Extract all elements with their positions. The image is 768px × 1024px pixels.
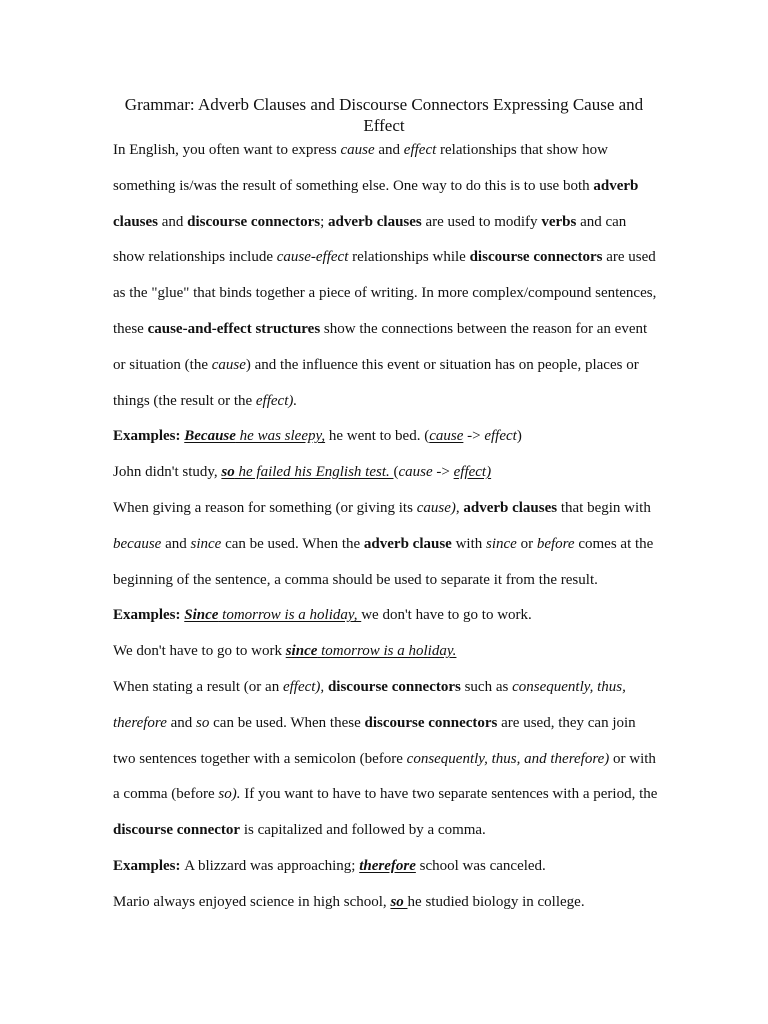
text-run: so xyxy=(196,714,210,731)
text-run: cause xyxy=(398,464,433,481)
example-therefore: Examples: A blizzard was approaching; therefore school was canceled. xyxy=(113,857,546,874)
text-run: cause-and-effect structures xyxy=(147,320,321,337)
adverb-clause-paragraph: When giving a reason for something (or giving its cause), adverb clauses that begin with because and since can be used. When the adverb clause with since or before comes at the beginning of the sentence, a comma should be used to separate it from the result. xyxy=(113,499,654,588)
text-run: effect). xyxy=(255,392,298,409)
text-run: so xyxy=(221,464,235,481)
text-run: effect xyxy=(484,428,517,445)
example-because: Examples: Because he was sleepy, he went to bed. (cause -> effect) xyxy=(113,428,522,445)
document-title: Grammar: Adverb Clauses and Discourse Connectors Expressing Cause and Effect xyxy=(124,95,644,135)
example-since-end: We don't have to go to work since tomorrow is a holiday. xyxy=(113,643,457,660)
intro-paragraph: In English, you often want to express cause and effect relationships that show how something is/was the result of something else. One way to do this is to use both adverb clauses and discourse connectors; adverb clauses are used to modify verbs and can show relationships include cause-effect relationships while discourse connectors are used as the "glue" that binds together a piece of writing. In more complex/compound sentences, these cause-and-effect structures show the connections between the reason for an event or situation (the cause) and the influence this event or situation has on people, places or things (the result or the effect). xyxy=(113,142,657,409)
example-so: John didn't study, so he failed his English test. (cause -> effect) xyxy=(113,464,492,481)
text-run: Examples: xyxy=(113,607,185,624)
document-body xyxy=(113,133,658,921)
text-run: Examples: xyxy=(113,428,185,445)
text-run: because xyxy=(113,535,162,552)
text-run: discourse connector xyxy=(113,822,241,839)
text-run: since xyxy=(285,643,318,660)
text-run: effect), xyxy=(282,678,325,695)
text-run: cause) xyxy=(416,499,456,516)
text-run: he failed his English test. xyxy=(234,464,394,481)
discourse-connector-paragraph: When stating a result (or an effect), discourse connectors such as consequently, thus, therefore and so can be used. When these discourse connectors are used, they can join two sentences together with a semicolon (before consequently, thus, and therefore) or with a comma (before so). If you want to have to have two separate sentences with a period, the discourse connector is capitalized and followed by a comma. xyxy=(113,678,658,839)
text-run: verbs xyxy=(541,213,577,230)
text-run: effect xyxy=(403,142,437,158)
text-run: cause xyxy=(429,428,464,445)
text-run: Examples: xyxy=(113,857,185,874)
text-run: so). xyxy=(218,786,241,803)
text-run: Because xyxy=(184,428,236,445)
example-so-comma: Mario always enjoyed science in high school, so he studied biology in college. xyxy=(113,893,585,910)
example-since-start: Examples: Since tomorrow is a holiday, we don't have to go to work. xyxy=(113,607,532,624)
text-run: he was sleepy, xyxy=(235,428,326,445)
text-run: adverb clauses xyxy=(328,213,422,230)
text-run: cause xyxy=(340,142,375,158)
text-run: discourse connectors xyxy=(469,249,603,266)
text-run: Since xyxy=(184,607,219,624)
text-run: before xyxy=(536,535,575,552)
text-run: adverb clauses xyxy=(463,499,558,516)
text-run: discourse connectors xyxy=(187,213,321,230)
text-run: tomorrow is a holiday. xyxy=(317,643,457,660)
text-run: effect) xyxy=(453,464,492,481)
text-run: adverb clauses xyxy=(113,177,639,230)
text-run: so xyxy=(390,893,408,910)
text-run: cause xyxy=(211,356,246,373)
text-run: adverb clause xyxy=(363,535,452,552)
text-run: therefore xyxy=(359,857,416,874)
text-run: discourse connectors xyxy=(364,714,498,731)
text-run: since xyxy=(190,535,222,552)
text-run: cause-effect xyxy=(276,249,349,266)
text-run: tomorrow is a holiday, xyxy=(218,607,362,624)
text-run: since xyxy=(486,535,517,552)
text-run: consequently, thus, and therefore) xyxy=(406,750,610,767)
text-run: therefore xyxy=(113,714,167,731)
text-run: discourse connectors xyxy=(327,678,461,695)
text-run: consequently, thus, xyxy=(512,678,626,695)
